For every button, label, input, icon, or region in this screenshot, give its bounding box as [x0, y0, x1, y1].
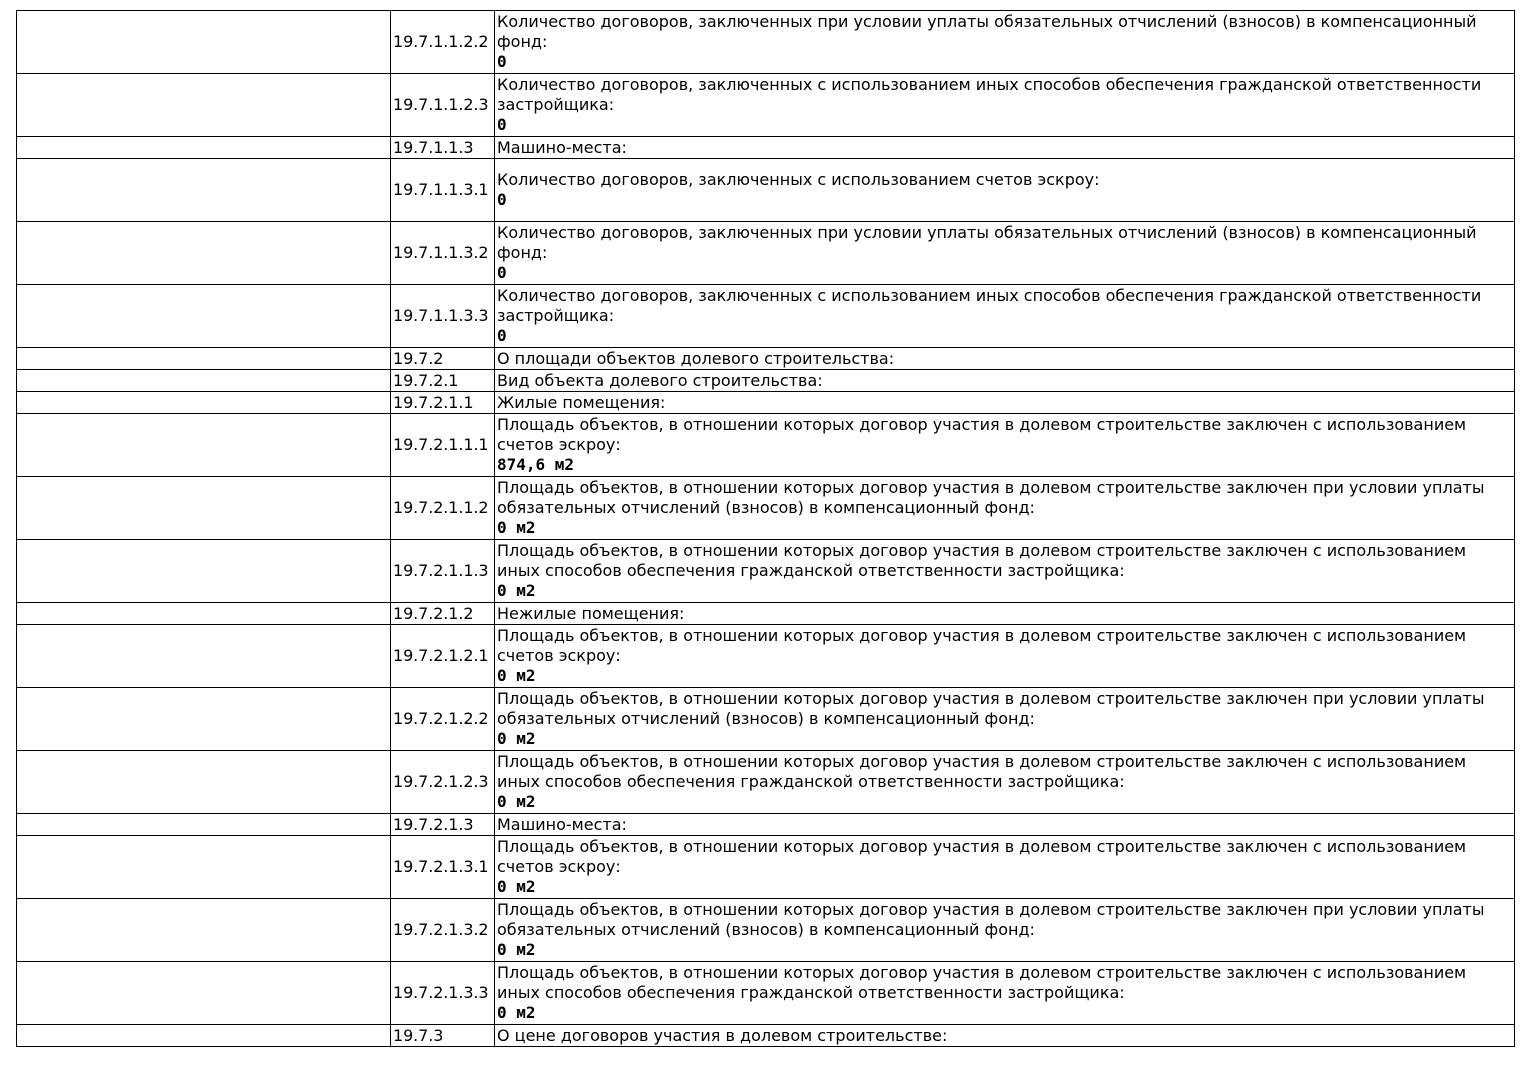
table-row [17, 414, 1515, 477]
item-number: 19.7.2.1.2.3 [391, 751, 495, 814]
item-value: 0 м2 [497, 877, 536, 896]
table-row [17, 74, 1515, 137]
item-description: Площадь объектов, в отношении которых договор участия в долевом строительстве заключен с использованием иных способов обеспечения гражданской ответственности застройщика: [497, 541, 1467, 580]
item-description: О цене договоров участия в долевом строительстве: [497, 1025, 948, 1045]
item-number: 19.7.2.1.1 [391, 392, 495, 414]
item-content [495, 370, 1515, 392]
empty-cell [17, 392, 391, 414]
item-content [495, 392, 1515, 414]
item-description: Количество договоров, заключенных с использованием счетов эскроу: [497, 170, 1100, 189]
table-row [17, 477, 1515, 540]
item-description: Площадь объектов, в отношении которых договор участия в долевом строительстве заключен с использованием иных способов обеспечения гражданской ответственности застройщика: [497, 963, 1467, 1002]
table-row [17, 222, 1515, 285]
table-row [17, 836, 1515, 899]
item-description: Машино-места: [497, 137, 627, 157]
empty-cell [17, 285, 391, 348]
empty-cell [17, 899, 391, 962]
item-value: 0 [497, 263, 507, 282]
item-number: 19.7.2 [391, 348, 495, 370]
item-value: 0 м2 [497, 940, 536, 959]
empty-cell [17, 222, 391, 285]
table-row [17, 285, 1515, 348]
item-content [495, 603, 1515, 625]
item-number: 19.7.1.1.2.2 [391, 11, 495, 74]
table-row [17, 159, 1515, 222]
item-content [495, 159, 1515, 222]
table-row [17, 625, 1515, 688]
table-row [17, 688, 1515, 751]
item-number: 19.7.1.1.3.3 [391, 285, 495, 348]
item-number: 19.7.3 [391, 1025, 495, 1047]
item-value: 0 [497, 190, 507, 209]
item-number: 19.7.2.1.2.1 [391, 625, 495, 688]
empty-cell [17, 477, 391, 540]
empty-cell [17, 625, 391, 688]
item-description: Количество договоров, заключенных с использованием иных способов обеспечения гражданской ответственности застройщика: [497, 75, 1482, 114]
empty-cell [17, 348, 391, 370]
table-row [17, 603, 1515, 625]
item-content [495, 814, 1515, 836]
item-value: 0 м2 [497, 1003, 536, 1022]
item-description: Машино-места: [497, 814, 627, 834]
table-row [17, 348, 1515, 370]
table-row [17, 392, 1515, 414]
table-row [17, 370, 1515, 392]
item-number: 19.7.2.1.3.1 [391, 836, 495, 899]
item-number: 19.7.2.1.2.2 [391, 688, 495, 751]
item-description: Площадь объектов, в отношении которых договор участия в долевом строительстве заключен с использованием счетов эскроу: [497, 626, 1467, 665]
item-content [495, 899, 1515, 962]
table-row [17, 1025, 1515, 1047]
item-content [495, 74, 1515, 137]
item-number: 19.7.1.1.2.3 [391, 74, 495, 137]
item-content [495, 414, 1515, 477]
item-number: 19.7.1.1.3.1 [391, 159, 495, 222]
empty-cell [17, 688, 391, 751]
item-description: Вид объекта долевого строительства: [497, 370, 823, 390]
item-content [495, 836, 1515, 899]
item-content [495, 751, 1515, 814]
empty-cell [17, 962, 391, 1025]
item-description: Количество договоров, заключенных при условии уплаты обязательных отчислений (взносов) в компенсационный фонд: [497, 223, 1477, 262]
item-number: 19.7.2.1.1.1 [391, 414, 495, 477]
item-value: 0 [497, 326, 507, 345]
item-value: 874,6 м2 [497, 455, 575, 474]
item-content [495, 222, 1515, 285]
item-content [495, 540, 1515, 603]
table-row [17, 899, 1515, 962]
item-description: Площадь объектов, в отношении которых договор участия в долевом строительстве заключен с использованием счетов эскроу: [497, 415, 1467, 454]
item-number: 19.7.2.1.1.3 [391, 540, 495, 603]
item-value: 0 м2 [497, 666, 536, 685]
table-body [17, 11, 1515, 1047]
empty-cell [17, 414, 391, 477]
item-content [495, 625, 1515, 688]
item-value: 0 [497, 52, 507, 71]
table-row [17, 137, 1515, 159]
item-description: Количество договоров, заключенных при условии уплаты обязательных отчислений (взносов) в компенсационный фонд: [497, 12, 1477, 51]
item-content [495, 285, 1515, 348]
table-row [17, 751, 1515, 814]
item-content [495, 11, 1515, 74]
item-value: 0 [497, 115, 507, 134]
table-row [17, 814, 1515, 836]
table-row [17, 11, 1515, 74]
empty-cell [17, 1025, 391, 1047]
item-number: 19.7.2.1.3.2 [391, 899, 495, 962]
item-content [495, 688, 1515, 751]
item-description: Площадь объектов, в отношении которых договор участия в долевом строительстве заключен при условии уплаты обязательных отчислений (взносов) в компенсационный фонд: [497, 478, 1485, 517]
item-number: 19.7.2.1.3 [391, 814, 495, 836]
item-content [495, 137, 1515, 159]
declaration-table [16, 10, 1515, 1047]
item-description: Площадь объектов, в отношении которых договор участия в долевом строительстве заключен с использованием иных способов обеспечения гражданской ответственности застройщика: [497, 752, 1467, 791]
empty-cell [17, 540, 391, 603]
item-description: Площадь объектов, в отношении которых договор участия в долевом строительстве заключен с использованием счетов эскроу: [497, 837, 1467, 876]
item-description: Количество договоров, заключенных с использованием иных способов обеспечения гражданской ответственности застройщика: [497, 286, 1482, 325]
item-number: 19.7.2.1.3.3 [391, 962, 495, 1025]
empty-cell [17, 74, 391, 137]
table-row [17, 962, 1515, 1025]
item-number: 19.7.2.1.1.2 [391, 477, 495, 540]
item-value: 0 м2 [497, 792, 536, 811]
empty-cell [17, 159, 391, 222]
item-value: 0 м2 [497, 518, 536, 537]
empty-cell [17, 11, 391, 74]
item-description: Жилые помещения: [497, 392, 666, 412]
empty-cell [17, 137, 391, 159]
item-description: Нежилые помещения: [497, 603, 685, 623]
item-number: 19.7.2.1.2 [391, 603, 495, 625]
table-row [17, 540, 1515, 603]
item-number: 19.7.1.1.3 [391, 137, 495, 159]
item-description: Площадь объектов, в отношении которых договор участия в долевом строительстве заключен при условии уплаты обязательных отчислений (взносов) в компенсационный фонд: [497, 689, 1485, 728]
item-content [495, 477, 1515, 540]
item-number: 19.7.2.1 [391, 370, 495, 392]
item-description: О площади объектов долевого строительства: [497, 348, 895, 368]
item-content [495, 1025, 1515, 1047]
item-value: 0 м2 [497, 581, 536, 600]
empty-cell [17, 751, 391, 814]
empty-cell [17, 603, 391, 625]
empty-cell [17, 370, 391, 392]
empty-cell [17, 836, 391, 899]
item-description: Площадь объектов, в отношении которых договор участия в долевом строительстве заключен при условии уплаты обязательных отчислений (взносов) в компенсационный фонд: [497, 900, 1485, 939]
empty-cell [17, 814, 391, 836]
item-content [495, 962, 1515, 1025]
item-number: 19.7.1.1.3.2 [391, 222, 495, 285]
item-content [495, 348, 1515, 370]
item-value: 0 м2 [497, 729, 536, 748]
